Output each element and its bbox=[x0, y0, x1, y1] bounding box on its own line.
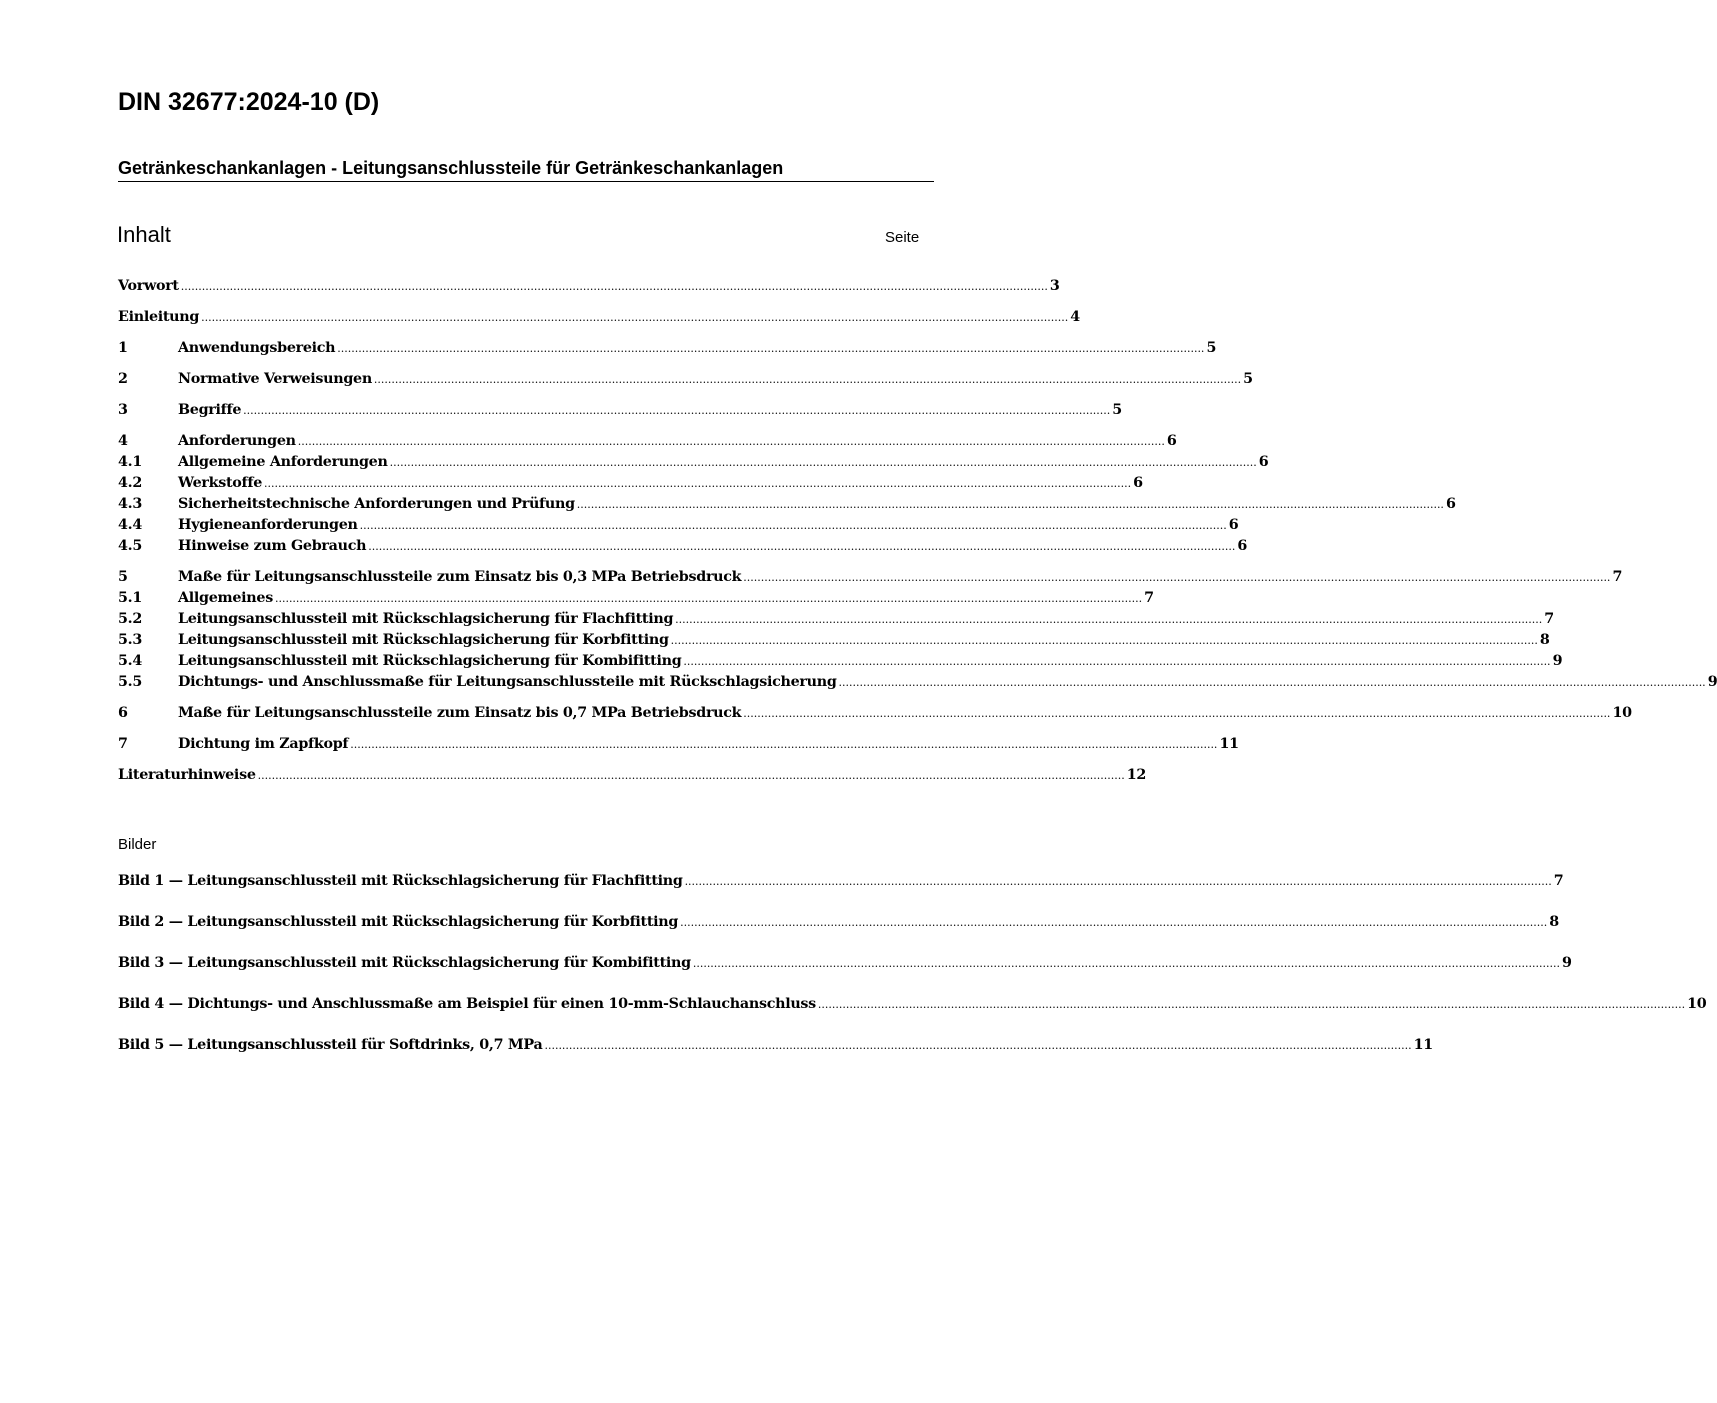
toc-entry-title: Sicherheitstechnische Anforderungen und Prüfung bbox=[178, 496, 575, 512]
dot-leader bbox=[264, 477, 1131, 490]
document-title: Getränkeschankanlagen - Leitungsanschlussteile für Getränkeschankanlagen bbox=[118, 158, 934, 182]
toc-entry-number: 2 bbox=[118, 371, 128, 387]
toc-entry-page: 9 bbox=[1707, 674, 1717, 690]
toc-heading: Inhalt bbox=[117, 222, 171, 247]
toc-entry-4[interactable] bbox=[118, 433, 1177, 454]
toc-entry-number: 3 bbox=[118, 402, 128, 418]
figure-entry-2[interactable] bbox=[118, 914, 1559, 935]
toc-entry-literaturhinweise[interactable] bbox=[118, 767, 1147, 788]
toc-entry-title: Maße für Leitungsanschlussteile zum Einsatz bis 0,3 MPa Betriebsdruck bbox=[178, 569, 742, 585]
toc-entry-number: 5.3 bbox=[118, 632, 142, 648]
toc-entry-title: Werkstoffe bbox=[178, 475, 263, 491]
figure-entry-4[interactable] bbox=[118, 996, 1707, 1017]
toc-entry-number: 5.1 bbox=[118, 590, 142, 606]
toc-entry-page: 5 bbox=[1112, 402, 1122, 418]
toc-entry-page: 9 bbox=[1552, 653, 1563, 669]
toc-entry-title: Leitungsanschlussteil mit Rückschlagsicherung für Flachfitting bbox=[178, 611, 674, 627]
toc-entry-number: 4.2 bbox=[118, 475, 142, 491]
page-column-label: Seite bbox=[885, 229, 920, 246]
toc-entry-number: 5 bbox=[118, 569, 128, 585]
dot-leader bbox=[390, 456, 1257, 469]
toc-entry-5-5[interactable] bbox=[118, 674, 1717, 695]
figure-entry-title: Bild 1 — Leitungsanschlussteil mit Rückschlagsicherung für Flachfitting bbox=[118, 873, 683, 889]
toc-entry-page: 6 bbox=[1228, 517, 1239, 533]
dot-leader bbox=[360, 519, 1227, 532]
toc-entry-title: Einleitung bbox=[118, 309, 200, 325]
document-id: DIN 32677:2024-10 (D) bbox=[118, 88, 380, 116]
toc-entry-title: Maße für Leitungsanschlussteile zum Einsatz bis 0,7 MPa Betriebsdruck bbox=[178, 705, 742, 721]
toc-entry-page: 4 bbox=[1070, 309, 1080, 325]
toc-entry-title: Leitungsanschlussteil mit Rückschlagsicherung für Korbfitting bbox=[178, 632, 669, 648]
toc-entry-page: 3 bbox=[1049, 278, 1060, 294]
toc-entry-4-1[interactable] bbox=[118, 454, 1269, 475]
dot-leader bbox=[337, 342, 1204, 355]
toc-entry-number: 4.3 bbox=[118, 496, 142, 512]
figure-entry-3[interactable] bbox=[118, 955, 1572, 976]
figure-entry-title: Bild 5 — Leitungsanschlussteil für Softdrinks, 0,7 MPa bbox=[118, 1037, 543, 1053]
toc-entry-page: 6 bbox=[1133, 475, 1143, 491]
toc-entry-title: Begriffe bbox=[178, 402, 242, 418]
toc-entry-number: 4.5 bbox=[118, 538, 142, 554]
figure-entry-page: 9 bbox=[1561, 955, 1572, 971]
figures-heading: Bilder bbox=[118, 836, 157, 853]
toc-entry-7[interactable] bbox=[118, 736, 1239, 757]
toc-entry-title: Anwendungsbereich bbox=[178, 340, 336, 356]
toc-entry-page: 11 bbox=[1219, 736, 1239, 752]
toc-entry-page: 6 bbox=[1445, 496, 1456, 512]
toc-entry-title: Allgemeine Anforderungen bbox=[178, 454, 388, 470]
toc-entry-page: 10 bbox=[1612, 705, 1632, 721]
toc-entry-vorwort[interactable] bbox=[118, 278, 1060, 299]
toc-entry-page: 7 bbox=[1144, 590, 1154, 606]
dot-leader bbox=[675, 613, 1542, 626]
figure-entry-page: 8 bbox=[1549, 914, 1559, 930]
dot-leader bbox=[685, 875, 1552, 888]
dot-leader bbox=[350, 738, 1217, 751]
figure-entry-title: Bild 3 — Leitungsanschlussteil mit Rückschlagsicherung für Kombifitting bbox=[118, 955, 691, 971]
toc-entry-title: Allgemeines bbox=[178, 590, 273, 606]
toc-entry-title: Literaturhinweise bbox=[118, 767, 256, 783]
toc-entry-1[interactable] bbox=[118, 340, 1217, 361]
toc-entry-5-2[interactable] bbox=[118, 611, 1554, 632]
toc-entry-5-4[interactable] bbox=[118, 653, 1563, 674]
dot-leader bbox=[693, 957, 1560, 970]
dot-leader bbox=[743, 707, 1610, 720]
toc-entry-4-2[interactable] bbox=[118, 475, 1143, 496]
dot-leader bbox=[275, 592, 1142, 605]
toc-entry-title: Hygieneanforderungen bbox=[178, 517, 358, 533]
toc-entry-page: 6 bbox=[1166, 433, 1177, 449]
dot-leader bbox=[201, 311, 1068, 324]
list-of-figures bbox=[118, 873, 1707, 1078]
figure-entry-title: Bild 2 — Leitungsanschlussteil mit Rückschlagsicherung für Korbfitting bbox=[118, 914, 679, 930]
toc-entry-5[interactable] bbox=[118, 569, 1623, 590]
dot-leader bbox=[683, 655, 1550, 668]
toc-entry-number: 4.1 bbox=[118, 454, 142, 470]
dot-leader bbox=[374, 373, 1241, 386]
toc-entry-page: 5 bbox=[1243, 371, 1253, 387]
toc-entry-title: Dichtung im Zapfkopf bbox=[178, 736, 349, 752]
dot-leader bbox=[743, 571, 1610, 584]
toc-entry-page: 7 bbox=[1612, 569, 1623, 585]
dot-leader bbox=[839, 676, 1706, 689]
dot-leader bbox=[671, 634, 1538, 647]
dot-leader bbox=[577, 498, 1444, 511]
toc-entry-title: Hinweise zum Gebrauch bbox=[178, 538, 367, 554]
toc-entry-title: Vorwort bbox=[118, 278, 179, 294]
figure-entry-page: 7 bbox=[1553, 873, 1564, 889]
toc-entry-2[interactable] bbox=[118, 371, 1253, 392]
toc-entry-4-3[interactable] bbox=[118, 496, 1456, 517]
toc-entry-page: 6 bbox=[1258, 454, 1269, 470]
toc-entry-number: 5.5 bbox=[118, 674, 142, 690]
toc-entry-page: 6 bbox=[1237, 538, 1248, 554]
toc-entry-4-5[interactable] bbox=[118, 538, 1248, 559]
toc-entry-einleitung[interactable] bbox=[118, 309, 1080, 330]
toc-entry-3[interactable] bbox=[118, 402, 1122, 423]
toc-entry-title: Leitungsanschlussteil mit Rückschlagsicherung für Kombifitting bbox=[178, 653, 682, 669]
dot-leader bbox=[544, 1039, 1411, 1052]
figure-entry-page: 10 bbox=[1687, 996, 1707, 1012]
dot-leader bbox=[818, 998, 1685, 1011]
toc-entry-title: Anforderungen bbox=[178, 433, 296, 449]
toc-entry-page: 7 bbox=[1544, 611, 1554, 627]
dot-leader bbox=[368, 540, 1235, 553]
toc-entry-number: 7 bbox=[118, 736, 128, 752]
toc-entry-number: 5.2 bbox=[118, 611, 142, 627]
toc-entry-5-1[interactable] bbox=[118, 590, 1154, 611]
toc-entry-number: 1 bbox=[118, 340, 128, 356]
toc-entry-title: Dichtungs- und Anschlussmaße für Leitungsanschlussteile mit Rückschlagsicherung bbox=[178, 674, 837, 690]
figure-entry-1[interactable] bbox=[118, 873, 1564, 894]
dot-leader bbox=[181, 280, 1048, 293]
toc-entry-4-4[interactable] bbox=[118, 517, 1239, 538]
table-of-contents bbox=[118, 278, 1717, 788]
toc-entry-number: 6 bbox=[118, 705, 128, 721]
figure-entry-title: Bild 4 — Dichtungs- und Anschlussmaße am Beispiel für einen 10-mm-Schlauchanschluss bbox=[118, 996, 816, 1012]
toc-entry-6[interactable] bbox=[118, 705, 1632, 726]
dot-leader bbox=[298, 435, 1165, 448]
toc-entry-page: 12 bbox=[1126, 767, 1147, 783]
toc-entry-page: 5 bbox=[1206, 340, 1217, 356]
dot-leader bbox=[258, 769, 1125, 782]
dot-leader bbox=[680, 916, 1547, 929]
toc-entry-number: 5.4 bbox=[118, 653, 142, 669]
toc-entry-page: 8 bbox=[1539, 632, 1550, 648]
figure-entry-5[interactable] bbox=[118, 1037, 1433, 1058]
dot-leader bbox=[243, 404, 1110, 417]
toc-entry-number: 4 bbox=[118, 433, 128, 449]
toc-entry-title: Normative Verweisungen bbox=[178, 371, 372, 387]
toc-entry-5-3[interactable] bbox=[118, 632, 1550, 653]
figure-entry-page: 11 bbox=[1413, 1037, 1433, 1053]
toc-entry-number: 4.4 bbox=[118, 517, 142, 533]
